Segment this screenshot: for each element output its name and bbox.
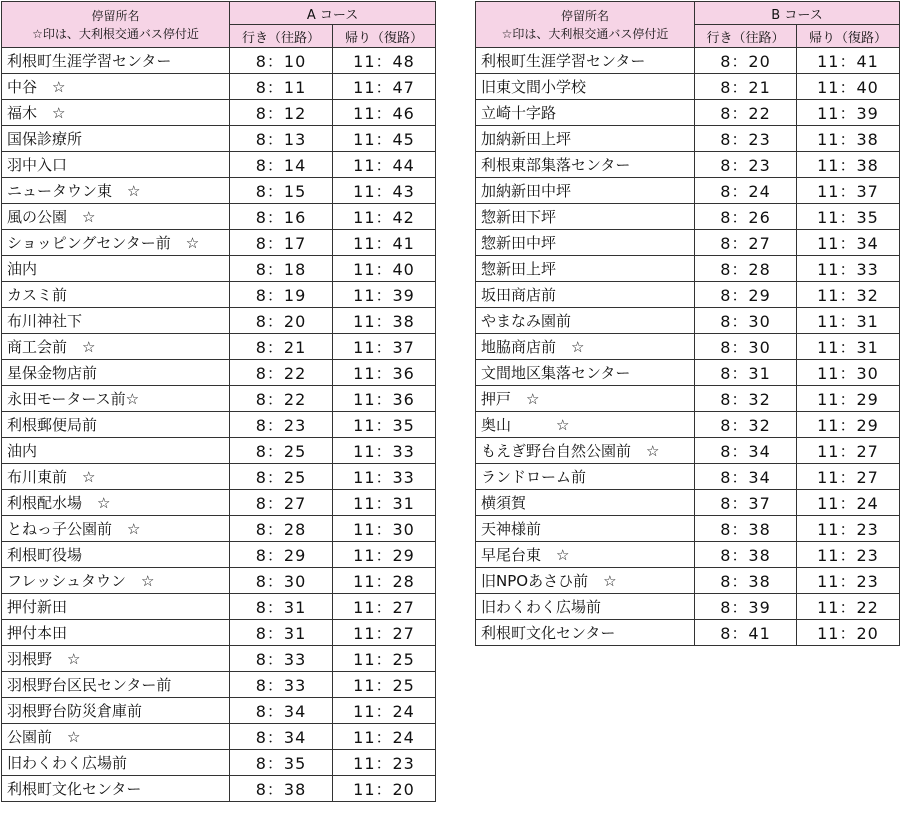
stop-name-cell: 旧わくわく広場前 bbox=[2, 750, 230, 776]
table-row bbox=[2, 724, 436, 750]
stop-name-cell: 羽中入口 bbox=[2, 152, 230, 178]
stop-name-cell: 早尾台東 ☆ bbox=[476, 542, 695, 568]
stop-name-cell: 地脇商店前 ☆ bbox=[476, 334, 695, 360]
table-row bbox=[476, 412, 900, 438]
stop-name-cell: 利根町文化センター bbox=[2, 776, 230, 802]
outbound-time-cell: 8：28 bbox=[230, 516, 333, 542]
outbound-time-cell: 8：29 bbox=[695, 282, 797, 308]
table-row bbox=[476, 126, 900, 152]
inbound-time-cell: 11：44 bbox=[333, 152, 436, 178]
stop-column-header bbox=[2, 2, 230, 48]
outbound-time-cell: 8：20 bbox=[695, 48, 797, 74]
table-row bbox=[2, 568, 436, 594]
inbound-time-cell: 11：33 bbox=[333, 438, 436, 464]
course-a-title: A コース bbox=[230, 2, 436, 25]
inbound-time-cell: 11：37 bbox=[797, 178, 900, 204]
stop-name-cell: 旧NPOあさひ前 ☆ bbox=[476, 568, 695, 594]
course-a-timetable bbox=[1, 1, 436, 802]
outbound-time-cell: 8：33 bbox=[230, 672, 333, 698]
inbound-time-cell: 11：38 bbox=[797, 126, 900, 152]
inbound-time-cell: 11：39 bbox=[333, 282, 436, 308]
inbound-time-cell: 11：47 bbox=[333, 74, 436, 100]
table-row bbox=[476, 152, 900, 178]
outbound-time-cell: 8：38 bbox=[230, 776, 333, 802]
inbound-time-cell: 11：31 bbox=[797, 334, 900, 360]
stop-name-cell: カスミ前 bbox=[2, 282, 230, 308]
inbound-time-cell: 11：28 bbox=[333, 568, 436, 594]
inbound-time-cell: 11：43 bbox=[333, 178, 436, 204]
stop-name-cell: 利根東部集落センター bbox=[476, 152, 695, 178]
stop-name-cell: 福木 ☆ bbox=[2, 100, 230, 126]
table-row bbox=[2, 334, 436, 360]
inbound-time-cell: 11：41 bbox=[797, 48, 900, 74]
inbound-time-cell: 11：36 bbox=[333, 386, 436, 412]
table-row bbox=[2, 620, 436, 646]
outbound-time-cell: 8：35 bbox=[230, 750, 333, 776]
outbound-time-cell: 8：22 bbox=[230, 360, 333, 386]
stop-name-cell: 旧東文間小学校 bbox=[476, 74, 695, 100]
inbound-time-cell: 11：22 bbox=[797, 594, 900, 620]
outbound-time-cell: 8：34 bbox=[230, 724, 333, 750]
inbound-time-cell: 11：24 bbox=[797, 490, 900, 516]
outbound-time-cell: 8：34 bbox=[695, 438, 797, 464]
table-row bbox=[2, 256, 436, 282]
table-row bbox=[476, 464, 900, 490]
inbound-time-cell: 11：29 bbox=[333, 542, 436, 568]
stop-name-cell: 文間地区集落センター bbox=[476, 360, 695, 386]
outbound-time-cell: 8：19 bbox=[230, 282, 333, 308]
inbound-time-cell: 11：34 bbox=[797, 230, 900, 256]
outbound-time-cell: 8：12 bbox=[230, 100, 333, 126]
stop-name-cell: 永田モータース前☆ bbox=[2, 386, 230, 412]
inbound-time-cell: 11：24 bbox=[333, 698, 436, 724]
stop-name-cell: もえぎ野台自然公園前 ☆ bbox=[476, 438, 695, 464]
inbound-header: 帰り（復路） bbox=[333, 25, 436, 48]
inbound-time-cell: 11：30 bbox=[797, 360, 900, 386]
table-row bbox=[476, 204, 900, 230]
stop-name-cell: 利根町文化センター bbox=[476, 620, 695, 646]
stop-name-cell: 布川東前 ☆ bbox=[2, 464, 230, 490]
table-row bbox=[2, 74, 436, 100]
table-row bbox=[2, 100, 436, 126]
outbound-time-cell: 8：34 bbox=[695, 464, 797, 490]
outbound-time-cell: 8：31 bbox=[230, 620, 333, 646]
stop-name-cell: 惣新田中坪 bbox=[476, 230, 695, 256]
table-row bbox=[476, 490, 900, 516]
inbound-time-cell: 11：33 bbox=[797, 256, 900, 282]
table-row bbox=[2, 230, 436, 256]
stop-name-cell: 商工会前 ☆ bbox=[2, 334, 230, 360]
table-row bbox=[476, 438, 900, 464]
stop-name-cell: 坂田商店前 bbox=[476, 282, 695, 308]
inbound-time-cell: 11：27 bbox=[333, 594, 436, 620]
inbound-time-cell: 11：35 bbox=[333, 412, 436, 438]
stop-title: 停留所名 bbox=[560, 8, 609, 23]
inbound-time-cell: 11：32 bbox=[797, 282, 900, 308]
inbound-time-cell: 11：25 bbox=[333, 672, 436, 698]
stop-name-cell: 公園前 ☆ bbox=[2, 724, 230, 750]
inbound-time-cell: 11：41 bbox=[333, 230, 436, 256]
table-row bbox=[476, 568, 900, 594]
table-row bbox=[2, 464, 436, 490]
table-row bbox=[2, 438, 436, 464]
stop-column-header bbox=[476, 2, 695, 48]
outbound-time-cell: 8：15 bbox=[230, 178, 333, 204]
inbound-time-cell: 11：36 bbox=[333, 360, 436, 386]
table-row bbox=[476, 282, 900, 308]
inbound-time-cell: 11：35 bbox=[797, 204, 900, 230]
table-row bbox=[476, 48, 900, 74]
inbound-time-cell: 11：27 bbox=[797, 464, 900, 490]
stop-name-cell: 中谷 ☆ bbox=[2, 74, 230, 100]
table-row bbox=[476, 178, 900, 204]
table-row bbox=[2, 646, 436, 672]
outbound-time-cell: 8：29 bbox=[230, 542, 333, 568]
outbound-time-cell: 8：31 bbox=[230, 594, 333, 620]
inbound-time-cell: 11：23 bbox=[797, 542, 900, 568]
stop-title: 停留所名 bbox=[91, 8, 140, 23]
inbound-time-cell: 11：33 bbox=[333, 464, 436, 490]
outbound-time-cell: 8：23 bbox=[695, 152, 797, 178]
outbound-time-cell: 8：39 bbox=[695, 594, 797, 620]
table-row bbox=[476, 386, 900, 412]
outbound-time-cell: 8：23 bbox=[230, 412, 333, 438]
outbound-time-cell: 8：25 bbox=[230, 438, 333, 464]
table-row bbox=[476, 542, 900, 568]
outbound-time-cell: 8：27 bbox=[695, 230, 797, 256]
table-row bbox=[476, 256, 900, 282]
outbound-time-cell: 8：34 bbox=[230, 698, 333, 724]
table-row bbox=[2, 750, 436, 776]
inbound-time-cell: 11：27 bbox=[333, 620, 436, 646]
stop-name-cell: 旧わくわく広場前 bbox=[476, 594, 695, 620]
stop-name-cell: 布川神社下 bbox=[2, 308, 230, 334]
inbound-time-cell: 11：23 bbox=[797, 516, 900, 542]
outbound-time-cell: 8：25 bbox=[230, 464, 333, 490]
outbound-time-cell: 8：26 bbox=[695, 204, 797, 230]
outbound-time-cell: 8：17 bbox=[230, 230, 333, 256]
inbound-time-cell: 11：38 bbox=[333, 308, 436, 334]
stop-name-cell: 利根町役場 bbox=[2, 542, 230, 568]
table-row bbox=[476, 594, 900, 620]
table-row bbox=[2, 542, 436, 568]
table-row bbox=[2, 672, 436, 698]
outbound-time-cell: 8：21 bbox=[695, 74, 797, 100]
table-row bbox=[2, 698, 436, 724]
inbound-time-cell: 11：20 bbox=[333, 776, 436, 802]
inbound-time-cell: 11：31 bbox=[797, 308, 900, 334]
table-row bbox=[2, 152, 436, 178]
stop-name-cell: 惣新田下坪 bbox=[476, 204, 695, 230]
table-row bbox=[2, 516, 436, 542]
inbound-time-cell: 11：23 bbox=[333, 750, 436, 776]
stop-name-cell: 星保金物店前 bbox=[2, 360, 230, 386]
stop-name-cell: 羽根野台防災倉庫前 bbox=[2, 698, 230, 724]
outbound-time-cell: 8：27 bbox=[230, 490, 333, 516]
stop-name-cell: 奥山 ☆ bbox=[476, 412, 695, 438]
table-row bbox=[2, 776, 436, 802]
table-row bbox=[2, 308, 436, 334]
inbound-time-cell: 11：48 bbox=[333, 48, 436, 74]
table-row bbox=[476, 334, 900, 360]
stop-name-cell: 風の公園 ☆ bbox=[2, 204, 230, 230]
stop-name-cell: ショッピングセンター前 ☆ bbox=[2, 230, 230, 256]
table-row bbox=[476, 100, 900, 126]
outbound-time-cell: 8：32 bbox=[695, 386, 797, 412]
outbound-header: 行き（往路） bbox=[230, 25, 333, 48]
outbound-time-cell: 8：24 bbox=[695, 178, 797, 204]
inbound-time-cell: 11：40 bbox=[333, 256, 436, 282]
stop-name-cell: 加納新田上坪 bbox=[476, 126, 695, 152]
stop-name-cell: 押戸 ☆ bbox=[476, 386, 695, 412]
stop-name-cell: 油内 bbox=[2, 256, 230, 282]
outbound-time-cell: 8：30 bbox=[230, 568, 333, 594]
inbound-time-cell: 11：20 bbox=[797, 620, 900, 646]
outbound-time-cell: 8：37 bbox=[695, 490, 797, 516]
inbound-time-cell: 11：37 bbox=[333, 334, 436, 360]
outbound-time-cell: 8：11 bbox=[230, 74, 333, 100]
table-row bbox=[476, 620, 900, 646]
outbound-time-cell: 8：22 bbox=[695, 100, 797, 126]
table-row bbox=[2, 126, 436, 152]
stop-name-cell: 油内 bbox=[2, 438, 230, 464]
course-b-title: B コース bbox=[695, 2, 900, 25]
inbound-time-cell: 11：24 bbox=[333, 724, 436, 750]
outbound-time-cell: 8：23 bbox=[695, 126, 797, 152]
inbound-time-cell: 11：27 bbox=[797, 438, 900, 464]
outbound-time-cell: 8：14 bbox=[230, 152, 333, 178]
outbound-time-cell: 8：32 bbox=[695, 412, 797, 438]
stop-name-cell: とねっ子公園前 ☆ bbox=[2, 516, 230, 542]
stop-name-cell: 利根町生涯学習センター bbox=[2, 48, 230, 74]
outbound-header: 行き（往路） bbox=[695, 25, 797, 48]
stop-name-cell: フレッシュタウン ☆ bbox=[2, 568, 230, 594]
table-row bbox=[2, 490, 436, 516]
stop-name-cell: 利根郵便局前 bbox=[2, 412, 230, 438]
stop-name-cell: 加納新田中坪 bbox=[476, 178, 695, 204]
inbound-time-cell: 11：46 bbox=[333, 100, 436, 126]
table-row bbox=[476, 74, 900, 100]
table-row bbox=[2, 360, 436, 386]
stop-name-cell: 天神様前 bbox=[476, 516, 695, 542]
outbound-time-cell: 8：10 bbox=[230, 48, 333, 74]
stop-name-cell: 国保診療所 bbox=[2, 126, 230, 152]
stop-name-cell: 羽根野 ☆ bbox=[2, 646, 230, 672]
outbound-time-cell: 8：33 bbox=[230, 646, 333, 672]
inbound-time-cell: 11：29 bbox=[797, 412, 900, 438]
stop-name-cell: 立崎十字路 bbox=[476, 100, 695, 126]
stop-note: ☆印は、大利根交通バス停付近 bbox=[32, 26, 199, 41]
inbound-time-cell: 11：31 bbox=[333, 490, 436, 516]
table-row bbox=[476, 360, 900, 386]
outbound-time-cell: 8：16 bbox=[230, 204, 333, 230]
inbound-time-cell: 11：39 bbox=[797, 100, 900, 126]
table-row bbox=[2, 594, 436, 620]
course-b-timetable bbox=[475, 1, 900, 646]
inbound-time-cell: 11：38 bbox=[797, 152, 900, 178]
table-row bbox=[2, 412, 436, 438]
stop-name-cell: 利根町生涯学習センター bbox=[476, 48, 695, 74]
outbound-time-cell: 8：22 bbox=[230, 386, 333, 412]
stop-name-cell: ニュータウン東 ☆ bbox=[2, 178, 230, 204]
table-row bbox=[476, 308, 900, 334]
stop-name-cell: 押付本田 bbox=[2, 620, 230, 646]
stop-name-cell: やまなみ園前 bbox=[476, 308, 695, 334]
table-row bbox=[476, 516, 900, 542]
outbound-time-cell: 8：30 bbox=[695, 334, 797, 360]
stop-name-cell: 押付新田 bbox=[2, 594, 230, 620]
outbound-time-cell: 8：38 bbox=[695, 516, 797, 542]
outbound-time-cell: 8：13 bbox=[230, 126, 333, 152]
inbound-time-cell: 11：23 bbox=[797, 568, 900, 594]
table-row bbox=[2, 386, 436, 412]
stop-name-cell: ランドローム前 bbox=[476, 464, 695, 490]
outbound-time-cell: 8：38 bbox=[695, 542, 797, 568]
inbound-header: 帰り（復路） bbox=[797, 25, 900, 48]
course-a-rows bbox=[2, 48, 436, 802]
outbound-time-cell: 8：20 bbox=[230, 308, 333, 334]
inbound-time-cell: 11：45 bbox=[333, 126, 436, 152]
table-row bbox=[2, 204, 436, 230]
inbound-time-cell: 11：25 bbox=[333, 646, 436, 672]
stop-note: ☆印は、大利根交通バス停付近 bbox=[501, 26, 669, 41]
stop-name-cell: 羽根野台区民センター前 bbox=[2, 672, 230, 698]
table-row bbox=[2, 282, 436, 308]
stop-name-cell: 横須賀 bbox=[476, 490, 695, 516]
outbound-time-cell: 8：28 bbox=[695, 256, 797, 282]
outbound-time-cell: 8：41 bbox=[695, 620, 797, 646]
outbound-time-cell: 8：30 bbox=[695, 308, 797, 334]
stop-name-cell: 利根配水場 ☆ bbox=[2, 490, 230, 516]
inbound-time-cell: 11：29 bbox=[797, 386, 900, 412]
table-row bbox=[2, 178, 436, 204]
outbound-time-cell: 8：31 bbox=[695, 360, 797, 386]
outbound-time-cell: 8：21 bbox=[230, 334, 333, 360]
table-row bbox=[2, 48, 436, 74]
inbound-time-cell: 11：30 bbox=[333, 516, 436, 542]
inbound-time-cell: 11：40 bbox=[797, 74, 900, 100]
inbound-time-cell: 11：42 bbox=[333, 204, 436, 230]
outbound-time-cell: 8：18 bbox=[230, 256, 333, 282]
outbound-time-cell: 8：38 bbox=[695, 568, 797, 594]
course-b-rows bbox=[476, 48, 900, 646]
table-row bbox=[476, 230, 900, 256]
stop-name-cell: 惣新田上坪 bbox=[476, 256, 695, 282]
